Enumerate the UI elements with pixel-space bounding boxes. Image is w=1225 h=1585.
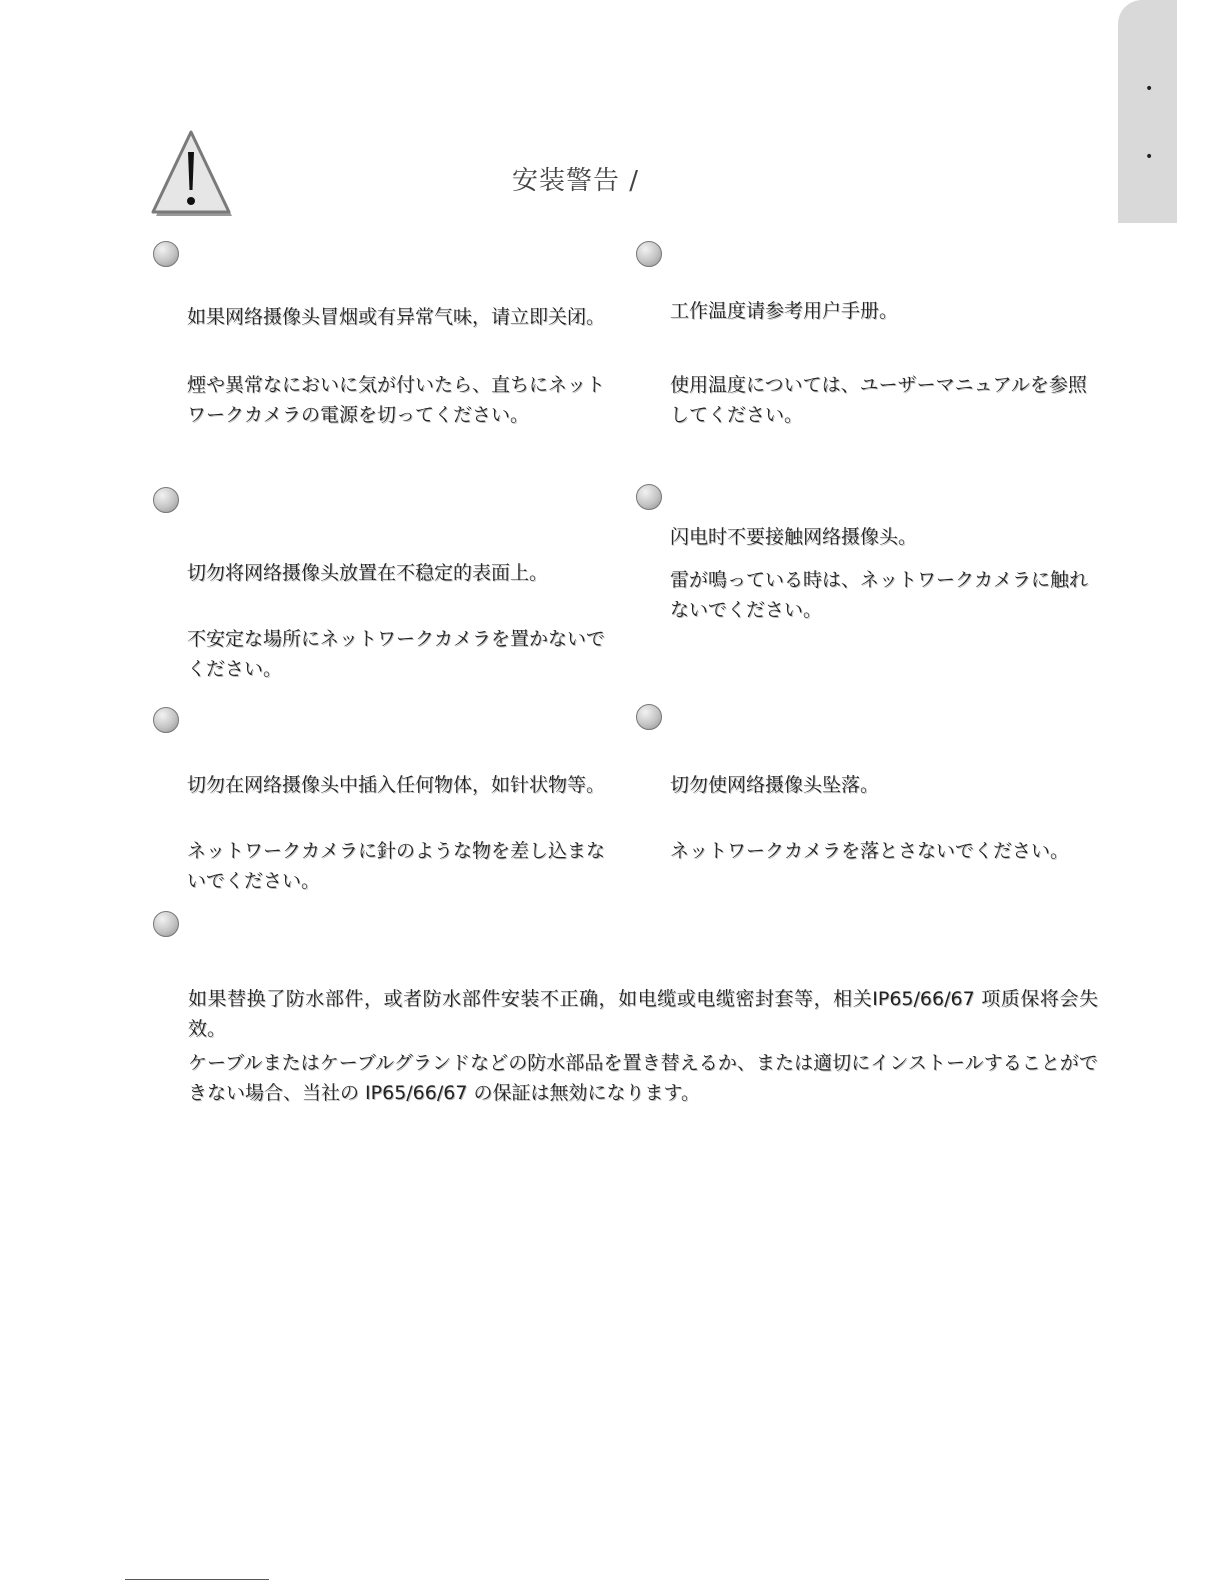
section-1-ja: 煙や異常なにおいに気が付いたら、直ちにネットワークカメラの電源を切ってください。 <box>187 374 606 426</box>
side-tab-dot: • <box>1145 81 1154 97</box>
warning-triangle-icon <box>150 128 234 220</box>
section-7-zh: 如果替换了防水部件，或者防水部件安装不正确，如电缆或电缆密封套等，相关IP65/66/67 项质保将会失效。 <box>188 988 1098 1040</box>
section-bullet-icon <box>153 487 179 513</box>
section-bullet-icon <box>153 241 179 267</box>
section-6-zh: 切勿使网络摄像头坠落。 <box>670 774 880 796</box>
section-4-zh: 闪电时不要接触网络摄像头。 <box>670 526 918 548</box>
section-bullet-icon <box>636 484 662 510</box>
side-tab <box>1118 0 1177 223</box>
section-2-zh: 工作温度请参考用户手册。 <box>670 300 899 322</box>
section-4-ja: 雷が鳴っている時は、ネットワークカメラに触れないでください。 <box>670 569 1089 621</box>
section-5-zh: 切勿在网络摄像头中插入任何物体，如针状物等。 <box>187 774 606 796</box>
section-bullet-icon <box>636 704 662 730</box>
side-tab-dot: • <box>1145 149 1154 165</box>
section-bullet-icon <box>636 241 662 267</box>
section-5-ja: ネットワークカメラに針のような物を差し込まないでください。 <box>187 840 606 892</box>
section-2-ja: 使用温度については、ユーザーマニュアルを参照してください。 <box>670 374 1087 426</box>
section-7-ja: ケーブルまたはケーブルグランドなどの防水部品を置き替えるか、または適切にインストールすることができない場合、当社の IP65/66/67 の保証は無効になります。 <box>188 1052 1098 1104</box>
section-3-zh: 切勿将网络摄像头放置在不稳定的表面上。 <box>187 562 549 584</box>
section-3-ja: 不安定な場所にネットワークカメラを置かないでください。 <box>187 628 606 680</box>
section-6-ja: ネットワークカメラを落とさないでください。 <box>670 840 1070 862</box>
section-bullet-icon <box>153 707 179 733</box>
section-1-zh: 如果网络摄像头冒烟或有异常气味，请立即关闭。 <box>187 306 606 328</box>
footer-line <box>125 1579 269 1580</box>
page-title: 安装警告 / <box>512 166 640 196</box>
section-bullet-icon <box>153 911 179 937</box>
